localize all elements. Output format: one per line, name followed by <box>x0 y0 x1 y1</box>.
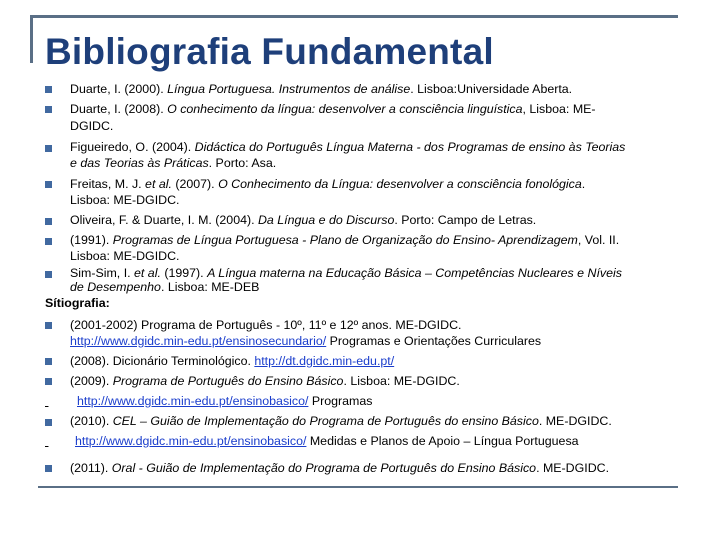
bullet-icon <box>45 145 52 152</box>
site-title: CEL – Guião de Implementação do Programa de Português do ensino Básico <box>112 414 539 428</box>
bib-title: e das Teorias às Práticas <box>70 156 209 170</box>
bullet-icon <box>45 358 52 365</box>
bib-entry-4-cont: Lisboa: ME-DGIDC. <box>70 193 180 207</box>
bib-text: Duarte, I. (2008). <box>70 102 168 116</box>
bib-text: . Porto: Campo de Letras. <box>394 213 537 227</box>
bullet-icon <box>45 218 52 225</box>
title-frame-left <box>30 15 33 63</box>
bullet-icon <box>45 419 52 426</box>
bib-text: (1991). <box>70 233 113 247</box>
site-title: Oral - Guião de Implementação do Programa de Português do Ensino Básico <box>111 461 537 475</box>
bib-entry-3-cont <box>70 156 708 170</box>
bib-entry-2 <box>70 102 708 116</box>
bullet-icon <box>45 86 52 93</box>
site-text: . Lisboa: ME-DGIDC. <box>343 374 460 388</box>
bullet-icon <box>45 181 52 188</box>
bib-text: (1997). <box>160 266 208 280</box>
bib-title: de Desempenho <box>70 280 161 294</box>
site-entry-4-cont <box>45 434 683 448</box>
bib-title: A Língua materna na Educação Básica – Competências Nucleares e Níveis <box>207 266 622 280</box>
site-text: . ME-DGIDC. <box>538 414 612 428</box>
bib-title: Programas de Língua Portuguesa - Plano de Organização do Ensino- Aprendizagem <box>112 233 578 247</box>
bib-entry-3 <box>70 140 708 154</box>
bullet-icon <box>45 322 52 329</box>
site-text: (2009). <box>70 374 113 388</box>
site-entry-3-cont <box>45 394 683 408</box>
bib-entry-6 <box>70 233 708 247</box>
site-link[interactable]: http://www.dgidc.min-edu.pt/ensinosecundario/ <box>70 334 327 348</box>
bib-entry-2-cont: DGIDC. <box>70 119 114 133</box>
site-text: Programas e Orientações Curriculares <box>326 334 542 348</box>
bib-text: Oliveira, F. & Duarte, I. M. (2004). <box>70 213 258 227</box>
bib-entry-6-cont: Lisboa: ME-DGIDC. <box>70 249 180 263</box>
bib-text: Duarte, I. (2000). <box>70 82 168 96</box>
bullet-icon <box>45 106 52 113</box>
site-link[interactable]: http://dt.dgidc.min-edu.pt/ <box>254 354 395 368</box>
site-text: . ME-DGIDC. <box>536 461 610 475</box>
bib-text: . Lisboa: ME-DEB <box>160 280 260 294</box>
bib-text: Figueiredo, O. (2004). <box>70 140 195 154</box>
bullet-icon <box>45 465 52 472</box>
site-title: Programa de Português do Ensino Básico <box>112 374 344 388</box>
bib-title: O conhecimento da língua: desenvolver a consciência linguística <box>167 102 523 116</box>
bib-text: (2007). <box>171 177 219 191</box>
bib-text: . Porto: Asa. <box>208 156 277 170</box>
bib-text: , Vol. II. <box>577 233 620 247</box>
sitiografia-heading: Sítiografia: <box>45 296 110 310</box>
underline-spacer <box>45 434 75 448</box>
bib-etal: et al. <box>145 177 172 191</box>
site-entry-1: (2001-2002) Programa de Português - 10º, 11º e 12º anos. ME-DGIDC. <box>70 318 462 332</box>
site-entry-3 <box>70 374 708 388</box>
bib-entry-7-cont <box>70 280 708 294</box>
site-link[interactable]: http://www.dgidc.min-edu.pt/ensinobasico/ <box>75 434 307 448</box>
bib-title: Didáctica do Português Língua Materna - dos Programas de ensino às Teorias <box>194 140 626 154</box>
bullet-icon <box>45 378 52 385</box>
site-text: Medidas e Planos de Apoio – Língua Portuguesa <box>306 434 579 448</box>
bib-entry-4 <box>70 177 708 191</box>
site-entry-5 <box>70 461 708 475</box>
site-text: (2010). <box>70 414 113 428</box>
bib-text: , Lisboa: ME- <box>522 102 596 116</box>
bib-text: Freitas, M. J. <box>70 177 146 191</box>
bottom-divider <box>38 486 678 488</box>
title-frame-top <box>30 15 678 18</box>
site-entry-1-cont <box>70 334 708 348</box>
bib-text: Sim-Sim, I. <box>70 266 135 280</box>
bib-entry-7 <box>70 266 708 280</box>
site-text: (2011). <box>70 461 112 475</box>
bib-text: . Lisboa:Universidade Aberta. <box>410 82 573 96</box>
site-text: Programas <box>308 394 373 408</box>
site-entry-4 <box>70 414 708 428</box>
bib-text: . <box>581 177 586 191</box>
bib-title: Da Língua e do Discurso <box>257 213 395 227</box>
site-entry-2 <box>70 354 708 368</box>
bib-title: O Conhecimento da Língua: desenvolver a consciência fonológica <box>218 177 582 191</box>
bullet-icon <box>45 271 52 278</box>
bib-entry-1 <box>70 82 708 96</box>
bib-entry-5 <box>70 213 708 227</box>
bib-etal: et al. <box>134 266 161 280</box>
bib-title: Língua Portuguesa. Instrumentos de análise <box>167 82 411 96</box>
bullet-icon <box>45 238 52 245</box>
site-link[interactable]: http://www.dgidc.min-edu.pt/ensinobasico/ <box>77 394 309 408</box>
site-text: (2008). Dicionário Terminológico. <box>70 354 255 368</box>
underline-spacer <box>45 394 77 408</box>
page-title: Bibliografia Fundamental <box>45 31 494 72</box>
